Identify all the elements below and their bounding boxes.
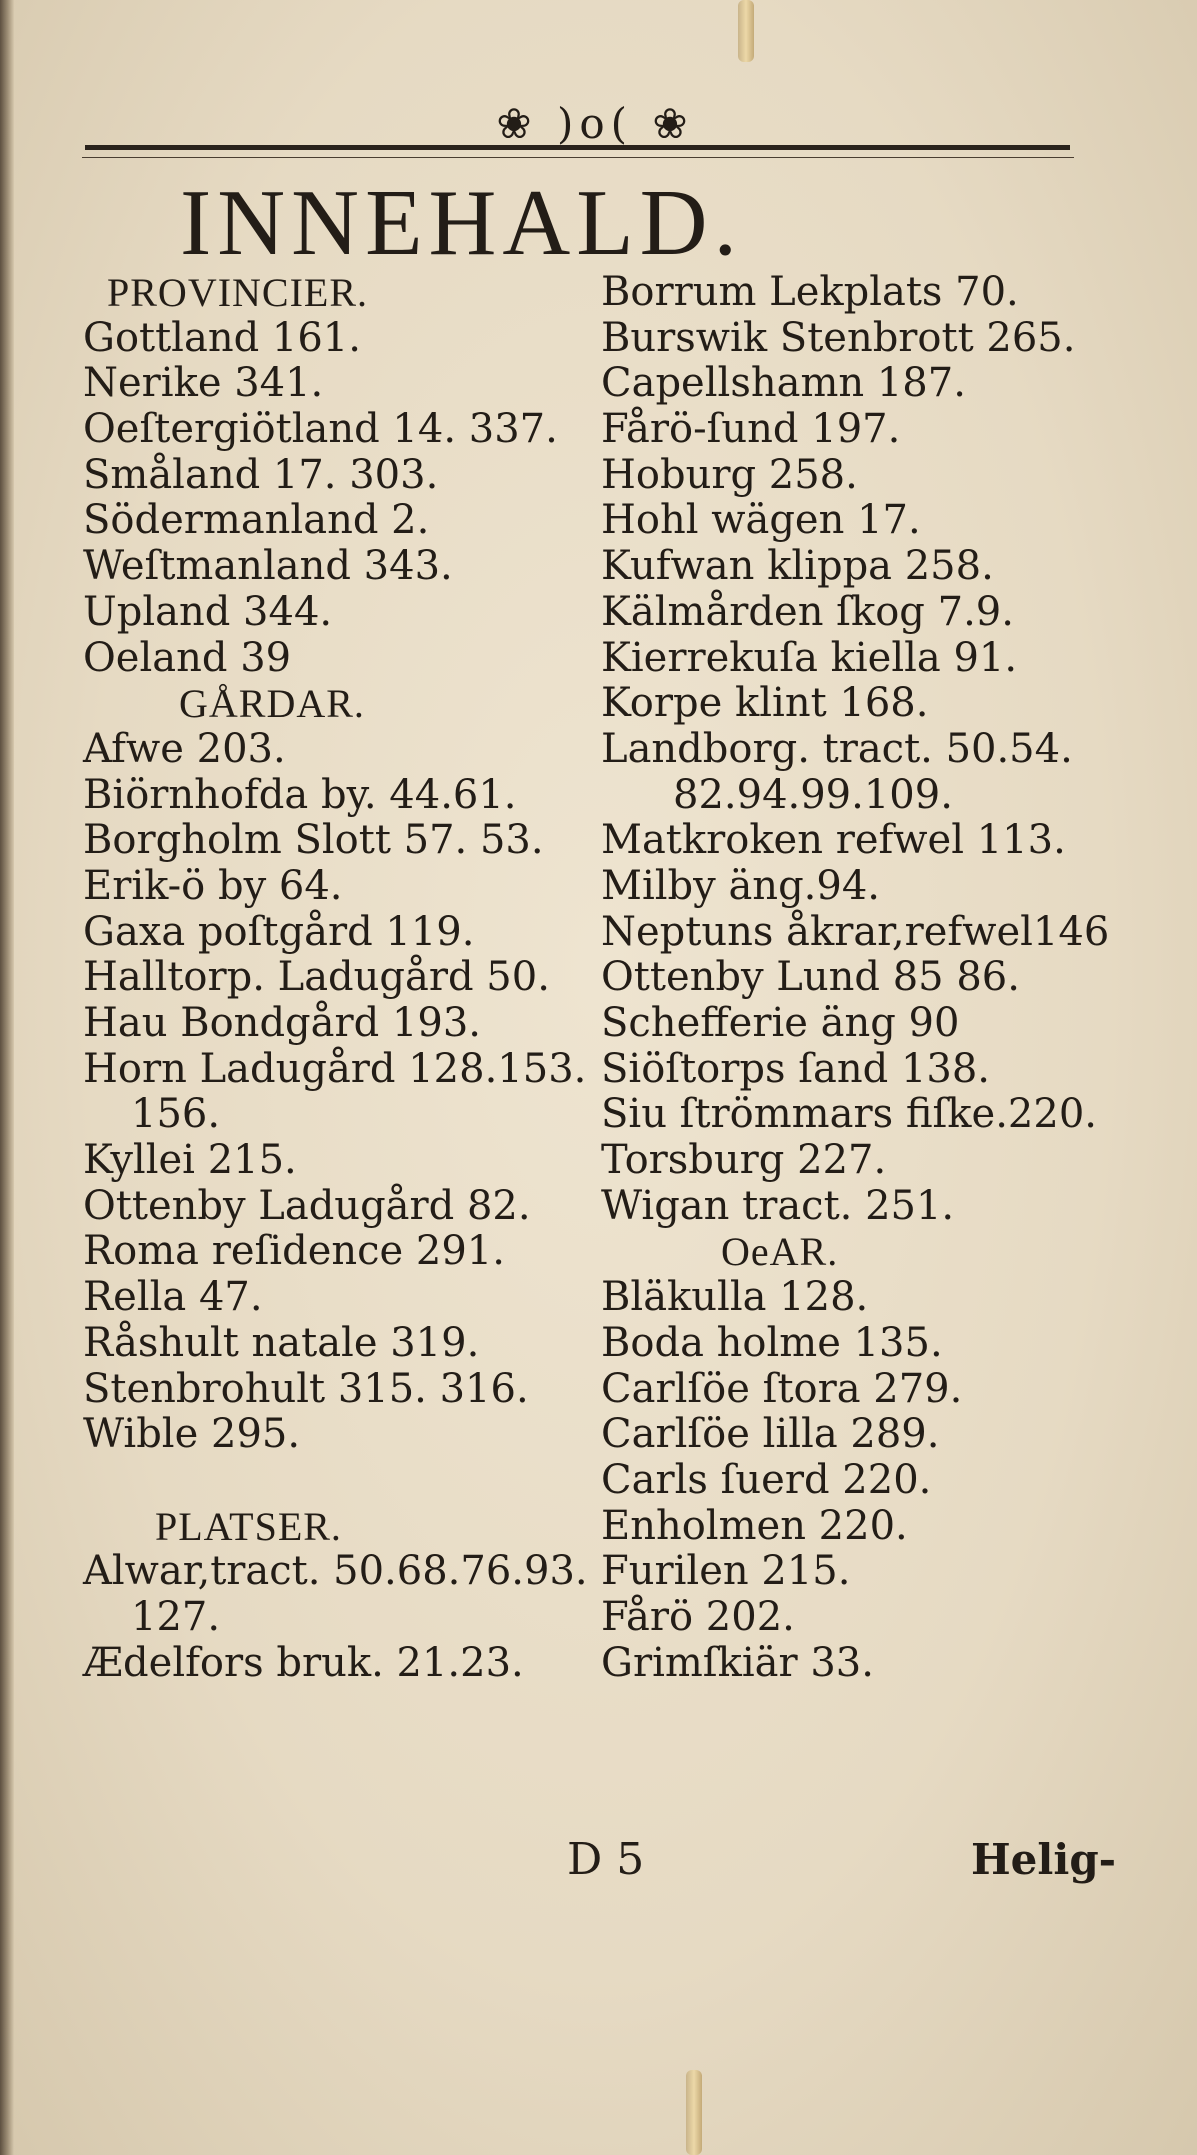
book-gutter	[0, 0, 14, 2155]
section-heading: PROVINCIER.	[107, 270, 369, 315]
index-entry: Hohl wägen 17.	[601, 497, 921, 544]
index-entry: Nerike 341.	[83, 360, 324, 407]
index-entry: Carls ſuerd 220.	[601, 1456, 932, 1503]
index-entry: Korpe klint 168.	[601, 680, 929, 727]
index-entry: Roma reſidence 291.	[83, 1228, 505, 1275]
section-heading: OeAR.	[721, 1229, 839, 1275]
index-entry: Borgholm Slott 57. 53.	[83, 817, 544, 864]
index-entry: Ottenby Ladugård 82.	[83, 1182, 531, 1229]
index-entry: Siöſtorps ſand 138.	[601, 1045, 991, 1092]
section-heading: PLATSER.	[155, 1503, 342, 1549]
index-entry: Kyllei 215.	[83, 1137, 297, 1184]
index-entry: Fårö 202.	[601, 1593, 795, 1640]
index-entry: Enholmen 220.	[601, 1502, 908, 1549]
index-entry: 156.	[131, 1091, 221, 1138]
index-entry: Gaxa poſtgård 119.	[83, 908, 475, 955]
index-entry: Carlſöe ſtora 279.	[601, 1365, 963, 1412]
index-entry: Wible 295.	[83, 1411, 301, 1458]
index-column-right	[601, 270, 1161, 1686]
index-entry: Capellshamn 187.	[601, 360, 966, 407]
index-entry: Erik-ö by 64.	[83, 862, 343, 909]
index-entry: Matkroken refwel 113.	[601, 817, 1066, 864]
index-entry: Horn Ladugård 128.153.	[83, 1045, 587, 1092]
index-entry: Grimſkiär 33.	[601, 1639, 874, 1686]
index-entry: Hoburg 258.	[601, 451, 858, 498]
header-rule	[85, 145, 1070, 150]
index-entry: Weſtmanland 343.	[83, 543, 453, 590]
index-entry: Milby äng.94.	[601, 862, 881, 909]
index-entry: Upland 344.	[83, 588, 333, 635]
page-title: INNEHALD.	[180, 171, 744, 275]
signature-mark: D 5	[567, 1834, 645, 1885]
index-entry: Wigan tract. 251.	[601, 1182, 955, 1229]
index-entry: Carlſöe lilla 289.	[601, 1411, 940, 1458]
index-entry: Fårö-ſund 197.	[601, 406, 901, 453]
index-entry: Furilen 215.	[601, 1548, 851, 1595]
index-entry: Boda holme 135.	[601, 1319, 943, 1366]
index-entry: Landborg. tract. 50.54.	[601, 725, 1073, 772]
index-entry: Kälmården ſkog 7.9.	[601, 588, 1014, 635]
section-heading: GÅRDAR.	[179, 681, 365, 727]
index-entry: Torsburg 227.	[601, 1137, 887, 1184]
header-rule-thin	[82, 157, 1074, 158]
index-entry: Rella 47.	[83, 1274, 263, 1321]
index-entry: Borrum Lekplats 70.	[601, 269, 1019, 315]
index-entry: Stenbrohult 315. 316.	[83, 1365, 529, 1412]
index-entry: Schefferie äng 90	[601, 1000, 960, 1046]
index-column-left	[83, 270, 593, 1686]
index-entry: Oeſtergiötland 14. 337.	[83, 406, 558, 453]
index-entry: Siu ſtrömmars fiſke.220.	[601, 1091, 1097, 1138]
index-entry: Afwe 203.	[83, 725, 286, 772]
index-entry: Gottland 161.	[83, 314, 361, 361]
index-entry: Oeland 39	[83, 634, 292, 681]
index-entry: Småland 17. 303.	[83, 451, 439, 498]
index-entry: Råshult natale 319.	[83, 1319, 480, 1366]
index-entry: 82.94.99.109.	[673, 771, 953, 818]
header-ornament: ❀ )o( ❀	[496, 99, 694, 148]
index-entry: Ottenby Lund 85 86.	[601, 954, 1020, 1001]
binding-thread-bottom	[686, 2070, 702, 2155]
index-entry: Alwar,tract. 50.68.76.93.	[83, 1548, 588, 1595]
binding-thread-top	[738, 0, 754, 62]
index-entry: Biörnhofda by. 44.61.	[83, 771, 517, 818]
index-entry: Ædelfors bruk. 21.23.	[83, 1639, 524, 1686]
index-entry: Bläkulla 128.	[601, 1274, 869, 1321]
catchword: Helig-	[971, 1835, 1117, 1884]
index-entry: Södermanland 2.	[83, 497, 430, 544]
index-entry: Hau Bondgård 193.	[83, 1000, 482, 1046]
index-entry	[83, 1458, 593, 1504]
index-entry: Halltorp. Ladugård 50.	[83, 954, 550, 1001]
index-entry: Kierrekuſa kiella 91.	[601, 634, 1018, 681]
index-entry: 127.	[131, 1593, 221, 1640]
index-entry: Kufwan klippa 258.	[601, 543, 994, 590]
index-entry: Burswik Stenbrott 265.	[601, 314, 1076, 361]
index-entry: Neptuns åkrar,refwel146	[601, 908, 1110, 955]
